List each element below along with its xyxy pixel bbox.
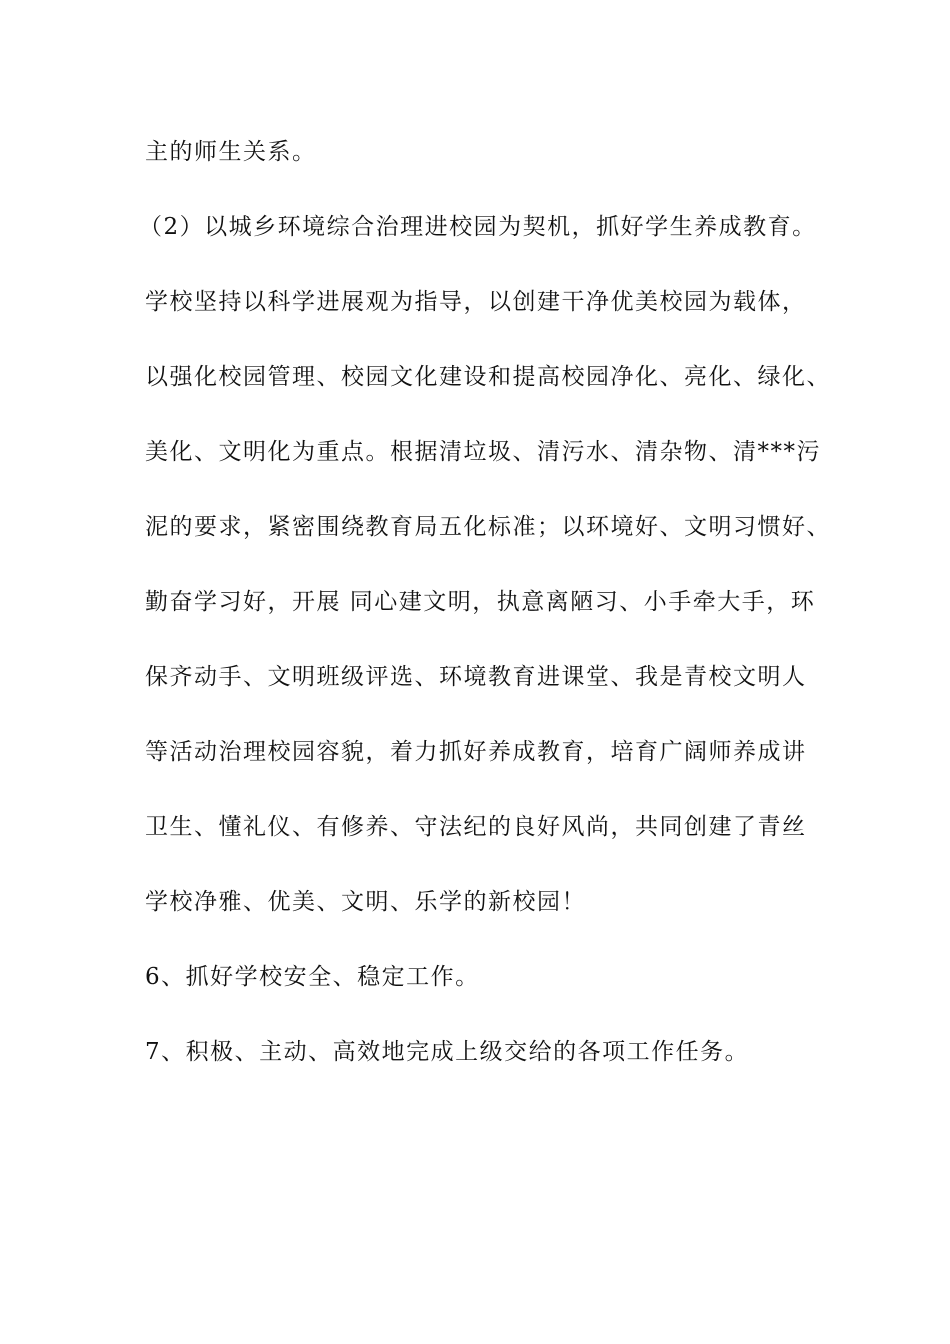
text-line: 主的师生关系。 (145, 139, 317, 165)
text-line: 等活动治理校园容貌，着力抓好养成教育，培育广阔师养成讲 (145, 739, 807, 765)
text-line: 卫生、懂礼仪、有修养、守法纪的良好风尚，共同创建了青丝 (145, 814, 807, 840)
text-line: 美化、文明化为重点。根据清垃圾、清污水、清杂物、清***污 (145, 439, 821, 465)
text-line: 保齐动手、文明班级评选、环境教育进课堂、我是青校文明人 (145, 664, 807, 690)
text-line: 泥的要求，紧密围绕教育局五化标准；以环境好、文明习惯好、 (145, 514, 831, 540)
text-line: 6、抓好学校安全、稳定工作。 (145, 964, 480, 990)
text-line: 学校坚持以科学进展观为指导，以创建干净优美校园为载体， (145, 289, 807, 315)
text-line: 以强化校园管理、校园文化建设和提高校园净化、亮化、绿化、 (145, 364, 831, 390)
text-line: 学校净雅、优美、文明、乐学的新校园！ (145, 889, 586, 915)
text-line: 7、积极、主动、高效地完成上级交给的各项工作任务。 (145, 1039, 750, 1065)
text-line: 勤奋学习好，开展 同心建文明，执意离陋习、小手牵大手，环 (145, 589, 816, 615)
text-line: （2）以城乡环境综合治理进校园为契机，抓好学生养成教育。 (139, 214, 817, 240)
